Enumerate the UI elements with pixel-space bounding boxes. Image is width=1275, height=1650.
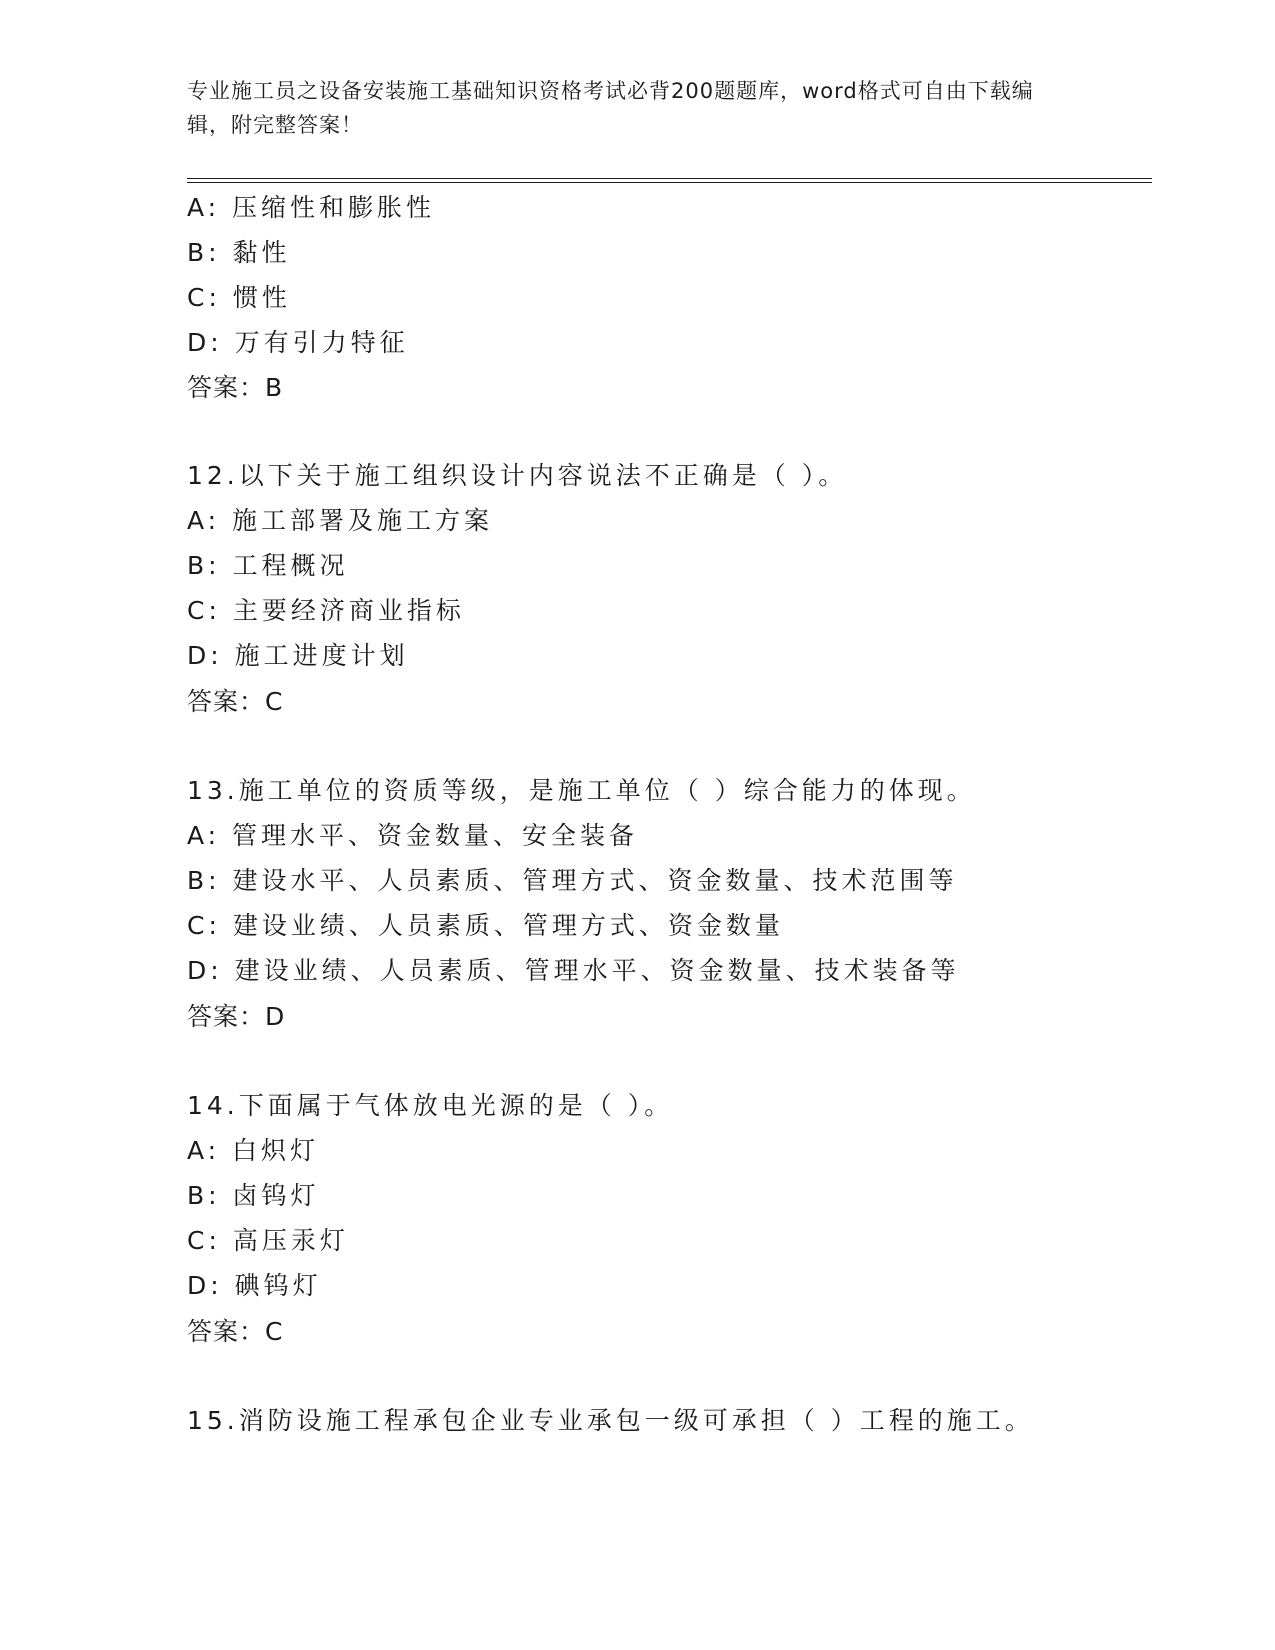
- q13-option-a: A: 管理水平、资金数量、安全装备: [187, 821, 639, 850]
- q13-option-c: C: 建设业绩、人员素质、管理方式、资金数量: [187, 911, 784, 940]
- q13-answer: 答案：D: [187, 1002, 286, 1031]
- q11-option-a: A: 压缩性和膨胀性: [187, 193, 436, 222]
- q11-option-c: C: 惯性: [187, 283, 291, 312]
- q14-option-c: C: 高压汞灯: [187, 1226, 349, 1255]
- q14-option-b: B: 卤钨灯: [187, 1181, 320, 1210]
- q12-question: 12.以下关于施工组织设计内容说法不正确是（ ）。: [187, 461, 848, 490]
- q12-option-b: B: 工程概况: [187, 551, 349, 580]
- q14-option-d: D: 碘钨灯: [187, 1271, 322, 1300]
- q12-answer: 答案：C: [187, 687, 284, 716]
- q12-option-c: C: 主要经济商业指标: [187, 596, 465, 625]
- q12-option-a: A: 施工部署及施工方案: [187, 506, 494, 535]
- q11-answer: 答案：B: [187, 373, 284, 402]
- q15-question: 15.消防设施工程承包企业专业承包一级可承担（ ）工程的施工。: [187, 1406, 1034, 1435]
- q14-option-a: A: 白炽灯: [187, 1136, 320, 1165]
- q11-option-d: D: 万有引力特征: [187, 328, 409, 357]
- q14-question: 14.下面属于气体放电光源的是（ ）。: [187, 1091, 674, 1120]
- header-divider-bottom: [187, 182, 1152, 183]
- document-header: 专业施工员之设备安装施工基础知识资格考试必背200题题库，word格式可自由下载编辑，附完整答案！: [187, 79, 1034, 137]
- q13-question: 13.施工单位的资质等级，是施工单位（ ）综合能力的体现。: [187, 776, 976, 805]
- q11-option-b: B: 黏性: [187, 238, 291, 267]
- q14-answer: 答案：C: [187, 1317, 284, 1346]
- header-divider-top: [187, 178, 1152, 179]
- q12-option-d: D: 施工进度计划: [187, 641, 409, 670]
- q13-option-d: D: 建设业绩、人员素质、管理水平、资金数量、技术装备等: [187, 956, 960, 985]
- q13-option-b: B: 建设水平、人员素质、管理方式、资金数量、技术范围等: [187, 866, 958, 895]
